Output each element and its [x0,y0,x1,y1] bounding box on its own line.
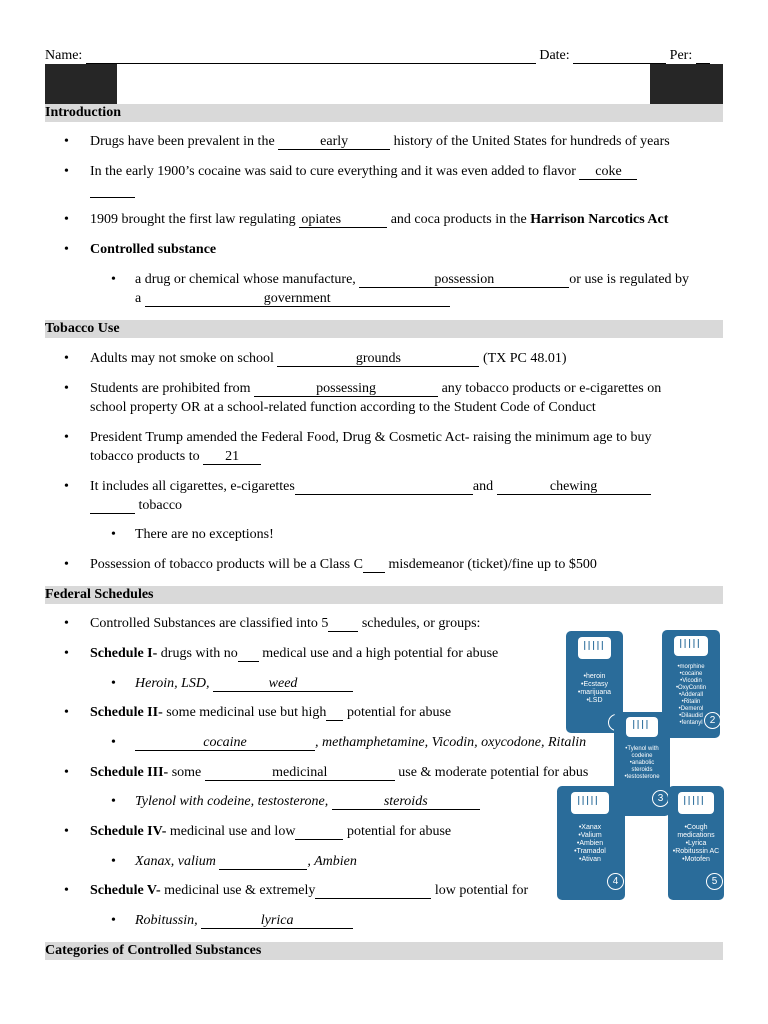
drug-item: •OxyContin [675,685,707,691]
answer-blank[interactable]: possession [359,273,569,288]
bottle-label [618,746,666,781]
answer-blank[interactable]: 21 [203,450,261,465]
bullet-icon: • [64,381,69,396]
text: Tylenol with codeine, testosterone, [135,794,329,809]
bottle-label [670,824,722,864]
drug-item: •Ativan [579,856,601,863]
answer-blank[interactable]: weed [213,677,353,692]
answer-blank[interactable] [219,855,307,870]
text: Xanax, valium [135,854,216,869]
drug-item: •LSD [586,697,603,704]
drug-item: •Cough [684,824,708,831]
drug-item: steroids [631,767,653,773]
schedule-number-badge: 4 [607,873,624,890]
drug-item: •Demerol [678,706,704,712]
drug-item: medications [677,832,715,839]
bullet-icon: • [64,705,69,720]
text: a [135,291,142,306]
text: Heroin, LSD, [135,676,210,691]
answer-blank[interactable]: medicinal [205,766,395,781]
text: or use is regulated by [569,272,690,287]
bullet-icon: • [64,557,69,572]
text: Drugs have been prevalent in the [90,134,275,149]
date-field[interactable] [573,49,666,64]
answer-blank[interactable] [238,647,259,662]
bullet-icon: • [64,212,69,227]
drug-item: •Adderall [678,692,704,698]
bullet-icon: • [64,430,69,445]
schedule-number-badge: 2 [704,712,720,729]
intro-bullet-2-cont [90,182,135,198]
bullet-icon: • [64,242,69,257]
bullet-icon: • [111,272,116,287]
bullet-icon: • [64,479,69,494]
bullet-icon: • [64,351,69,366]
text: some medicinal use but high [166,705,327,720]
drug-item: •Vicodin [680,678,702,684]
bullet-icon: • [111,913,116,928]
text: medicinal use and low [169,824,296,839]
drug-item: •Ecstasy [581,681,608,688]
answer-blank[interactable]: opiates [299,213,343,228]
schedule-number-badge: 5 [706,873,723,890]
name-field[interactable] [86,49,536,64]
text: and [472,479,494,494]
text: schedules, or groups: [361,616,481,631]
text: tobacco [138,498,183,513]
drug-item: •heroin [583,673,606,680]
text: , Ambien [307,854,357,869]
bullet-icon: • [64,134,69,149]
bullet-icon: • [64,164,69,179]
bullet-icon: • [64,765,69,780]
text: Robitussin, [135,913,198,928]
bottle-schedule-5 [668,786,724,900]
text: any tobacco products or e-cigarettes on [441,381,662,396]
intro-bullet-2 [90,164,637,180]
bullet-icon: • [64,824,69,839]
act-name: Harrison Narcotics Act [530,212,669,227]
answer-blank[interactable]: possessing [254,382,438,397]
answer-blank[interactable] [315,884,431,899]
per-label: Per: [669,48,693,63]
drug-item: •marijuana [577,689,612,696]
drug-item: •cocaine [679,671,703,677]
drug-item: •fentanyl [679,720,703,726]
schedule-label: Schedule IV- [90,824,167,839]
text: some [171,765,202,780]
barcode-icon: |||| [631,720,649,730]
tobacco-sub-1: There are no exceptions! [135,527,274,542]
bottle-schedule-4 [557,786,625,900]
schedule-5 [90,883,528,899]
section-introduction: Introduction [45,104,723,122]
section-federal-schedules: Federal Schedules [45,586,723,604]
tobacco-bullet-2 [90,381,661,397]
schedule-1 [90,646,498,662]
bullet-icon: • [64,883,69,898]
bottle-label [570,673,619,705]
text: (TX PC 48.01) [482,351,567,366]
drug-item: •Tramadol [574,848,606,855]
black-box-left [45,64,117,104]
schedule-4-example [135,854,357,870]
drug-item: •Robitussin AC [672,848,720,855]
text: potential for abuse [346,705,452,720]
tobacco-bullet-4-cont [90,498,182,514]
tobacco-bullet-2-cont: school property OR at a school-related function according to the Student Code of Conduct [90,400,596,415]
answer-blank[interactable] [326,706,343,721]
federal-bullet-1 [90,616,480,632]
tobacco-bullet-3-cont [90,449,261,465]
answer-blank[interactable]: grounds [277,352,479,367]
schedule-label: Schedule III- [90,765,169,780]
answer-blank[interactable]: lyrica [201,914,353,929]
schedule-label: Schedule II- [90,705,163,720]
answer-blank[interactable]: early [278,135,390,150]
schedule-4 [90,824,451,840]
bottle-schedule-2 [662,630,720,738]
schedule-5-example [135,913,353,929]
bottle-label [561,824,619,864]
drug-item: •Motofen [682,856,710,863]
text: Possession of tobacco products will be a Class C [90,557,363,572]
barcode-icon: ||||| [582,641,605,651]
answer-blank[interactable] [328,617,358,632]
drug-item: •Lyrica [685,840,707,847]
text: Adults may not smoke on school [90,351,274,366]
schedule-label: Schedule I- [90,646,158,661]
date-label: Date: [539,48,570,63]
answer-blank-cont[interactable] [90,183,135,198]
text: misdemeanor (ticket)/fine up to $500 [388,557,597,572]
drug-item: •testosterone [624,774,660,780]
drug-item: •anabolic [629,760,655,766]
answer-blank[interactable]: cocaine [135,736,315,751]
bullet-icon: • [111,676,116,691]
answer-blank[interactable]: steroids [332,795,480,810]
section-categories: Categories of Controlled Substances [45,942,723,960]
answer-blank[interactable] [295,825,343,840]
bullet-icon: • [111,527,116,542]
text: medical use and a high potential for abuse [262,646,499,661]
drug-item: •Ritalin [681,699,701,705]
schedule-label: Schedule V- [90,883,161,898]
answer-blank[interactable]: government [145,292,450,307]
schedule-2 [90,705,451,721]
drug-item: •morphine [677,664,705,670]
text: tobacco products to [90,449,200,464]
intro-bullet-4: Controlled substance [90,242,217,257]
text: history of the United States for hundreds of years [393,134,670,149]
name-label: Name: [45,48,83,63]
text: a drug or chemical whose manufacture, [135,272,356,287]
bullet-icon: • [111,794,116,809]
text: drugs with no [160,646,238,661]
schedule-3 [90,765,588,781]
bullet-icon: • [64,616,69,631]
black-box-right [650,64,723,104]
barcode-icon: ||||| [678,639,701,649]
tobacco-bullet-3: President Trump amended the Federal Food, Drug & Cosmetic Act- raising the minimum age to buy [90,430,652,445]
answer-blank-cont[interactable] [90,499,135,514]
tobacco-bullet-1 [90,351,567,367]
text: , methamphetamine, Vicodin, oxycodone, Ritalin [315,735,587,750]
schedule-1-example [135,676,353,692]
text: In the early 1900’s cocaine was said to cure everything and it was even added to flavor [90,164,576,179]
drug-item: •Ambien [576,840,604,847]
period-field[interactable] [696,49,710,64]
name-row [45,48,710,64]
schedule-2-example [135,735,586,751]
text: It includes all cigarettes, e-cigarettes [90,479,295,494]
barcode-icon: ||||| [576,796,599,806]
text: Students are prohibited from [90,381,251,396]
text: Controlled Substances are classified into 5 [90,616,329,631]
drug-item: •Dilaudid [679,713,703,719]
intro-bullet-3 [90,212,668,228]
text: potential for abuse [346,824,452,839]
section-tobacco: Tobacco Use [45,320,723,338]
text: medicinal use & extremely [164,883,316,898]
tobacco-bullet-5 [90,557,597,573]
answer-blank[interactable] [363,558,385,573]
bullet-icon: • [111,735,116,750]
text: 1909 brought the first law regulating [90,212,296,227]
text: and coca products in the [390,212,527,227]
drug-item: •Xanax [578,824,602,831]
drug-item: codeine [631,753,653,759]
bullet-icon: • [111,854,116,869]
intro-sub-1-cont [135,291,450,307]
barcode-icon: ||||| [682,796,705,806]
tobacco-bullet-4 [90,479,651,495]
answer-blank[interactable]: chewing [497,480,651,495]
answer-blank-ext[interactable] [343,213,387,228]
bullet-icon: • [64,646,69,661]
text: use & moderate potential for abus [398,765,589,780]
answer-blank[interactable]: coke [579,165,637,180]
drug-item: •Tylenol with [625,746,659,752]
intro-bullet-1 [90,134,670,150]
schedule-3-example [135,794,480,810]
intro-sub-1 [135,272,689,288]
drug-item: •Valium [578,832,602,839]
schedule-number-badge: 3 [652,790,669,807]
answer-blank[interactable] [295,480,473,495]
text: low potential for [434,883,529,898]
